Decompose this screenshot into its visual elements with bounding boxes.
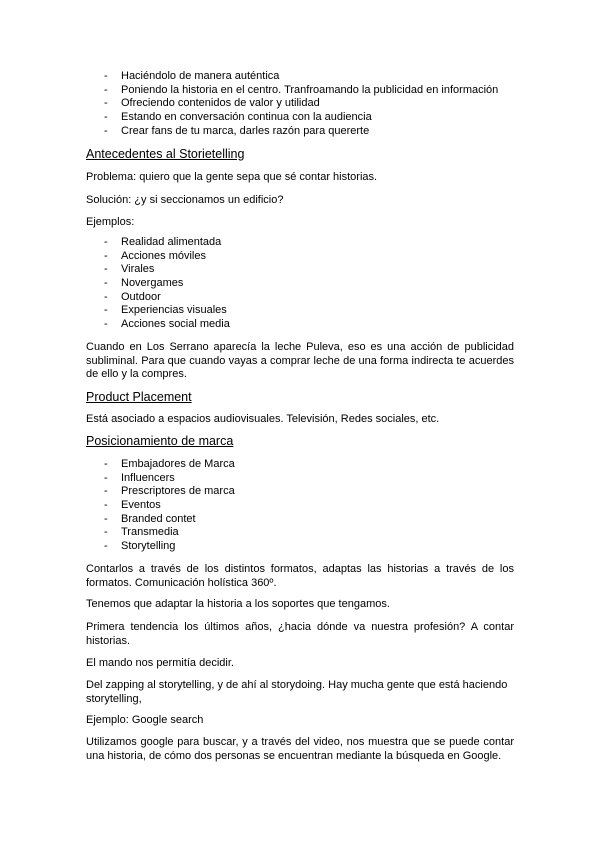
heading-product-placement: Product Placement (86, 390, 192, 404)
paragraph-solucion: Solución: ¿y si seccionamos un edificio? (86, 194, 284, 206)
paragraph-primera: Primera tendencia los últimos años, ¿hacia dónde va nuestra profesión? A contar historias. (86, 621, 514, 647)
paragraph-problema: Problema: quiero que la gente sepa que sé contar historias. (86, 171, 378, 183)
paragraph-contarlos: Contarlos a través de los distintos formatos, adaptas las historias a través de los formatos. Comunicación holística 360º. (86, 563, 514, 589)
heading-posicionamiento: Posicionamiento de marca (86, 434, 234, 448)
paragraph-ejemplos: Ejemplos: (86, 216, 135, 228)
paragraph-ejemplo-google: Ejemplo: Google search (86, 714, 204, 726)
paragraph-zapping: Del zapping al storytelling, y de ahí al storydoing. Hay mucha gente que está haciendo storytelling, (86, 679, 508, 705)
paragraph-google: Utilizamos google para buscar, y a través del video, nos muestra que se puede contar una historia, de cómo dos personas se encuentran mediante la búsqueda en Google. (86, 736, 514, 762)
paragraph-tenemos: Tenemos que adaptar la historia a los soportes que tengamos. (86, 598, 390, 610)
paragraph-asociado: Está asociado a espacios audiovisuales. Televisión, Redes sociales, etc. (86, 413, 440, 425)
document-page: - Haciéndolo de manera auténtica - Poniendo la historia en el centro. Tranfroamando la publicidad en información - Ofreciendo contenidos de valor y utilidad - Estando en conversación continua con la audiencia - Crear fans de tu marca, darles razón para quererte Antecedentes al Storietelling Problema: quiero que la gente sepa que sé contar historias. Solución: ¿y si seccionamos un edificio? Ejemplos: - Realidad alimentada - Acciones móviles - Virales - Novergames - Outdoor - Experiencias visuales - Acciones social media Cuando en Los Serrano aparecía la leche Puleva, eso es una acción de publicidad subliminal. Para que cuando vayas a comprar leche de una forma indirecta te acuerdes de ello y la compres. Product Placement Está asociado a espacios audiovisuales. Televisión, Redes sociales, etc. Posicionamiento de marca - Embajadores de Marca - Influencers - Prescriptores de marca - Eventos - Branded contet - Transmedia - Storytelling Contarlos a través de los distintos formatos, adaptas las historias a través de los formatos. Comunicación holística 360º. Tenemos que adaptar la historia a los soportes que tengamos. Primera tendencia los últimos años, ¿hacia dónde va nuestra profesión? A contar historias. El mando nos permitía decidir. Del zapping al storytelling, y de ahí al storydoing. Hay mucha gente que está haciendo storytelling, Ejemplo: Google search Utilizamos google para buscar, y a través del video, nos muestra que se puede contar una historia, de cómo dos personas se encuentran mediante la búsqueda en Google. (86, 70, 514, 762)
paragraph-serrano: Cuando en Los Serrano aparecía la leche Puleva, eso es una acción de publicidad subliminal. Para que cuando vayas a comprar leche de una forma indirecta te acuerdes de ello y la compres. (86, 341, 514, 380)
paragraph-mando: El mando nos permitía decidir. (86, 657, 234, 669)
heading-antecedentes: Antecedentes al Storietelling (86, 147, 245, 161)
